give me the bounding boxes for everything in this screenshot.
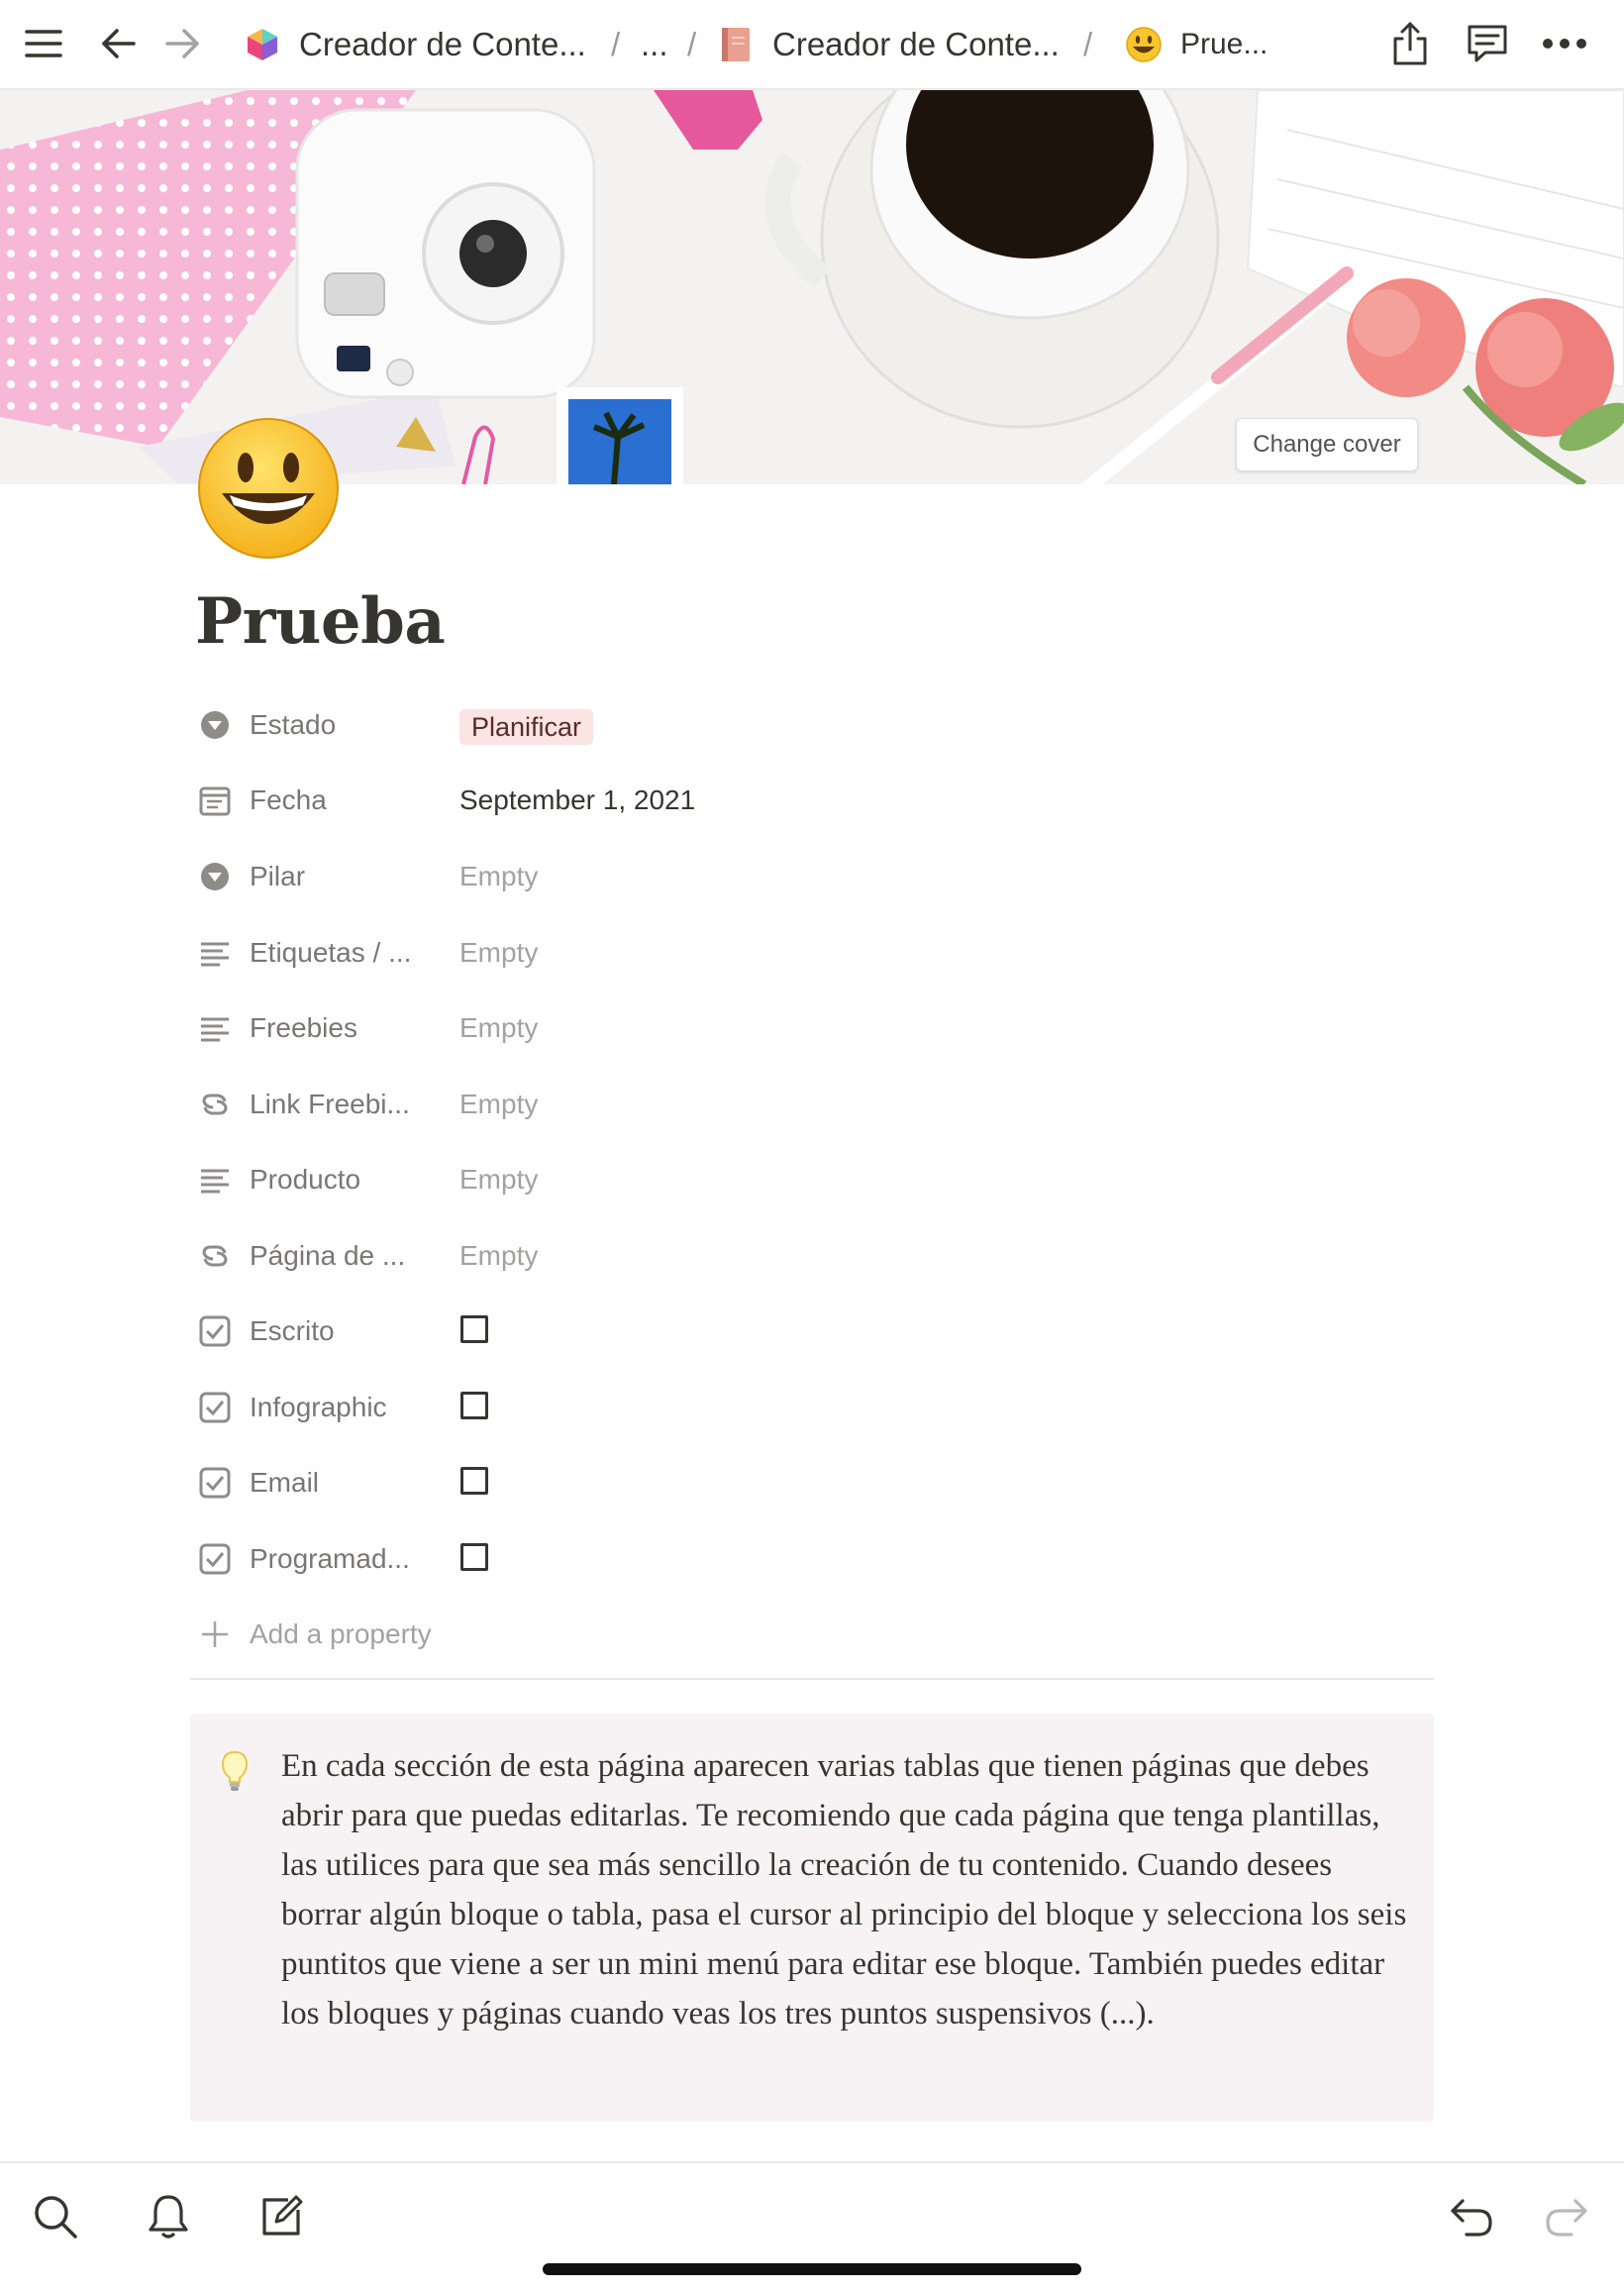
property-escrito[interactable] xyxy=(198,1302,1436,1361)
breadcrumb-page-label: Prue... xyxy=(1180,27,1269,60)
divider xyxy=(190,1678,1434,1680)
escrito-checkbox[interactable] xyxy=(460,1315,488,1343)
checkbox-property-icon xyxy=(198,1466,232,1500)
property-freebies[interactable] xyxy=(198,998,1436,1058)
property-name: Email xyxy=(250,1467,320,1498)
back-arrow-icon[interactable] xyxy=(93,18,145,69)
property-name: Programad... xyxy=(250,1543,410,1574)
menu-icon[interactable] xyxy=(18,18,69,69)
empty-value[interactable]: Empty xyxy=(459,1164,539,1195)
callout-block[interactable] xyxy=(190,1714,1434,2122)
breadcrumb-workspace[interactable] xyxy=(244,0,586,88)
comment-icon[interactable] xyxy=(1462,18,1513,69)
empty-value[interactable]: Empty xyxy=(459,1012,539,1043)
top-bar xyxy=(0,0,1624,90)
empty-value[interactable]: Empty xyxy=(459,1240,539,1271)
property-name: Freebies xyxy=(250,1012,357,1043)
property-estado[interactable] xyxy=(198,695,1436,755)
select-icon xyxy=(198,860,232,893)
select-icon xyxy=(198,708,232,742)
breadcrumb-separator: / xyxy=(687,25,697,62)
change-cover-button[interactable]: Change cover xyxy=(1236,418,1418,471)
property-fecha[interactable] xyxy=(198,771,1436,830)
calendar-icon xyxy=(198,783,232,817)
breadcrumb-ellipsis[interactable]: ... xyxy=(641,25,668,62)
property-name: Pilar xyxy=(250,861,306,891)
programado-checkbox[interactable] xyxy=(460,1543,488,1571)
property-name: Fecha xyxy=(250,784,327,815)
redo-icon[interactable] xyxy=(1537,2187,1596,2246)
workspace-logo-icon xyxy=(244,26,281,63)
property-producto[interactable] xyxy=(198,1150,1436,1209)
breadcrumb-database-label: Creador de Conte... xyxy=(772,25,1060,62)
status-badge[interactable]: Planificar xyxy=(459,709,593,745)
date-value[interactable]: September 1, 2021 xyxy=(459,784,696,815)
property-pagina[interactable] xyxy=(198,1226,1436,1286)
more-options-icon[interactable] xyxy=(1539,18,1590,69)
share-icon[interactable] xyxy=(1384,18,1436,69)
link-icon xyxy=(198,1239,232,1273)
property-name: Infographic xyxy=(250,1392,387,1422)
lightbulb-icon xyxy=(220,1749,250,1793)
breadcrumb-database[interactable] xyxy=(717,0,1060,88)
checkbox-property-icon xyxy=(198,1314,232,1348)
breadcrumb-separator: / xyxy=(1083,25,1093,62)
add-property-label: Add a property xyxy=(250,1618,432,1649)
property-link-freebie[interactable] xyxy=(198,1075,1436,1134)
text-lines-icon xyxy=(198,1163,232,1197)
empty-value[interactable]: Empty xyxy=(459,1089,539,1119)
property-name: Producto xyxy=(250,1164,361,1195)
callout-text[interactable]: En cada sección de esta página aparecen varias tablas que tienen páginas que debes abrir para que puedas editarlas. Te recomiendo que cada página que tenga plantillas, las utilices para que sea más sencillo la creación de tu contenido. Cuando desees borrar algún bloque o tabla, pasa el cursor al principio del bloque y selecciona los seis puntitos que viene a ser un mini menú para editar ese bloque. También puedes editar los bloques y páginas cuando veas los tres puntos suspensivos (...). xyxy=(281,1748,1407,2032)
property-email[interactable] xyxy=(198,1453,1436,1512)
property-name: Estado xyxy=(250,709,337,740)
property-infographic[interactable] xyxy=(198,1378,1436,1437)
property-etiquetas[interactable] xyxy=(198,923,1436,983)
empty-value[interactable]: Empty xyxy=(459,937,539,968)
notebook-icon xyxy=(717,26,755,63)
plus-icon xyxy=(198,1617,232,1651)
empty-value[interactable]: Empty xyxy=(459,861,539,891)
breadcrumb-separator: / xyxy=(611,25,621,62)
property-name: Escrito xyxy=(250,1315,335,1346)
breadcrumb-page[interactable] xyxy=(1125,0,1268,88)
checkbox-property-icon xyxy=(198,1391,232,1424)
new-page-icon[interactable] xyxy=(252,2187,311,2246)
property-programado[interactable] xyxy=(198,1529,1436,1589)
text-lines-icon xyxy=(198,936,232,970)
infographic-checkbox[interactable] xyxy=(460,1392,488,1419)
property-name: Etiquetas / ... xyxy=(250,937,412,968)
property-pilar[interactable] xyxy=(198,847,1436,906)
link-icon xyxy=(198,1088,232,1121)
search-icon[interactable] xyxy=(26,2187,85,2246)
undo-icon[interactable] xyxy=(1442,2187,1501,2246)
forward-arrow-icon[interactable] xyxy=(156,18,208,69)
email-checkbox[interactable] xyxy=(460,1467,488,1495)
property-name: Página de ... xyxy=(250,1240,406,1271)
page-title[interactable]: Prueba xyxy=(195,584,446,659)
bell-icon[interactable] xyxy=(139,2187,198,2246)
breadcrumb-workspace-label: Creador de Conte... xyxy=(299,25,586,62)
page-emoji-icon[interactable] xyxy=(196,416,341,561)
home-indicator xyxy=(543,2263,1081,2275)
smiley-icon xyxy=(1125,26,1163,63)
property-name: Link Freebi... xyxy=(250,1089,410,1119)
checkbox-property-icon xyxy=(198,1542,232,1576)
text-lines-icon xyxy=(198,1011,232,1045)
add-property-button[interactable] xyxy=(198,1605,1436,1664)
